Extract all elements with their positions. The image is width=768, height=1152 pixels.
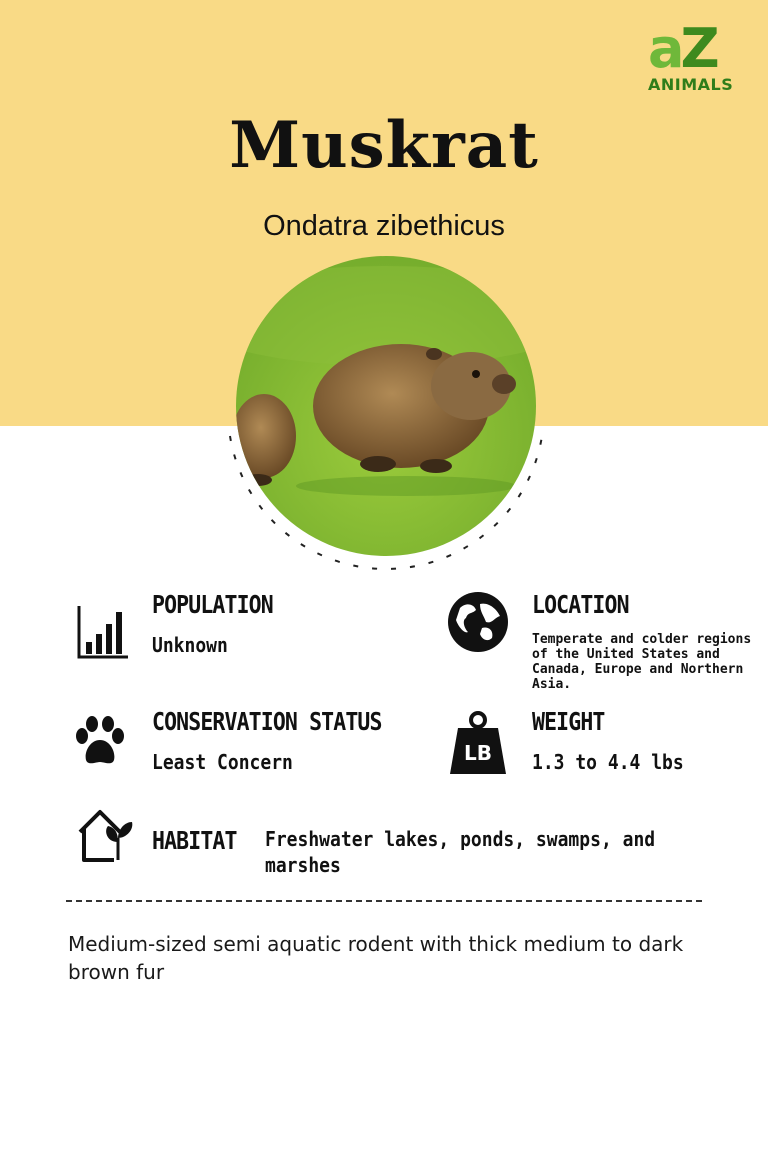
globe-icon <box>446 590 510 658</box>
weight-icon-text: LB <box>464 741 492 765</box>
scientific-name: Ondatra zibethicus <box>263 210 505 242</box>
logo-text: ANIMALS <box>648 75 734 94</box>
logo-mark: aZ <box>648 17 716 80</box>
az-animals-logo[interactable] <box>644 17 748 98</box>
weight-value: 1.3 to 4.4 lbs <box>532 750 684 774</box>
animal-title: Muskrat <box>229 108 539 183</box>
location-value: Temperate and colder regions of the United States and Canada, Europe and Northern Asia. <box>532 632 752 692</box>
population-label: POPULATION <box>152 590 273 619</box>
weight-lb-icon <box>446 710 510 782</box>
habitat-value: Freshwater lakes, ponds, swamps, and marshes <box>265 827 656 877</box>
conservation-label: CONSERVATION STATUS <box>152 707 382 736</box>
population-value: Unknown <box>152 633 228 657</box>
weight-label: WEIGHT <box>532 707 605 736</box>
location-label: LOCATION <box>532 590 629 619</box>
animal-description: Medium-sized semi aquatic rodent with thick medium to dark brown fur <box>68 932 684 984</box>
paw-icon <box>72 714 128 772</box>
bar-chart-icon <box>76 604 130 664</box>
house-plant-icon <box>76 808 136 868</box>
habitat-label: HABITAT <box>152 826 237 855</box>
dashed-ring-decoration <box>226 424 546 574</box>
conservation-value: Least Concern <box>152 750 293 774</box>
dashed-divider <box>66 900 702 902</box>
